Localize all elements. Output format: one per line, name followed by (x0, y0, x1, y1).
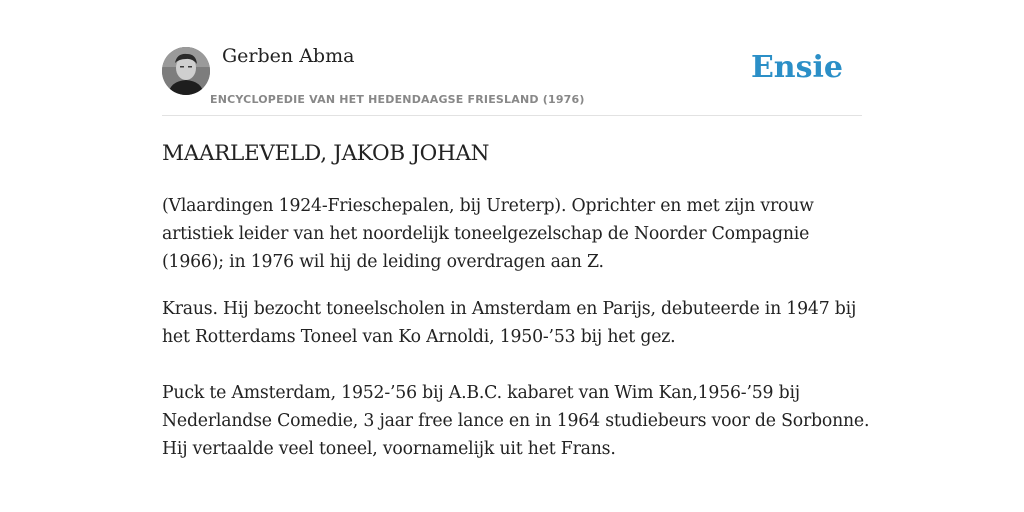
entry-title: MAARLEVELD, JAKOB JOHAN (162, 141, 490, 166)
author-portrait-icon (162, 47, 210, 95)
paragraph-line: (1966); in 1976 wil hij de leiding overdragen aan Z. (162, 252, 604, 272)
paragraph-line: (Vlaardingen 1924-Frieschepalen, bij Ureterp). Oprichter en met zijn vrouw (162, 196, 814, 216)
header-divider (162, 115, 862, 116)
brand-logo[interactable]: Ensie (750, 50, 843, 85)
paragraph-line: Hij vertaalde veel toneel, voornamelijk uit het Frans. (162, 439, 616, 459)
paragraph-line: Puck te Amsterdam, 1952-’56 bij A.B.C. kabaret van Wim Kan,1956-’59 bij (162, 383, 800, 403)
paragraph-line: Nederlandse Comedie, 3 jaar free lance en in 1964 studiebeurs voor de Sorbonne. (162, 411, 870, 431)
entry-paragraph-3 (162, 379, 882, 463)
source-label[interactable]: ENCYCLOPEDIE VAN HET HEDENDAAGSE FRIESLAND (1976) (210, 93, 585, 106)
paragraph-line: Kraus. Hij bezocht toneelscholen in Amsterdam en Parijs, debuteerde in 1947 bij (162, 299, 857, 319)
paragraph-line: het Rotterdams Toneel van Ko Arnoldi, 1950-’53 bij het gez. (162, 327, 676, 347)
paragraph-line: artistiek leider van het noordelijk toneelgezelschap de Noorder Compagnie (162, 224, 810, 244)
author-avatar[interactable] (162, 47, 210, 95)
author-name[interactable]: Gerben Abma (222, 45, 355, 67)
entry-paragraph-2 (162, 295, 882, 351)
entry-paragraph-1 (162, 192, 882, 276)
